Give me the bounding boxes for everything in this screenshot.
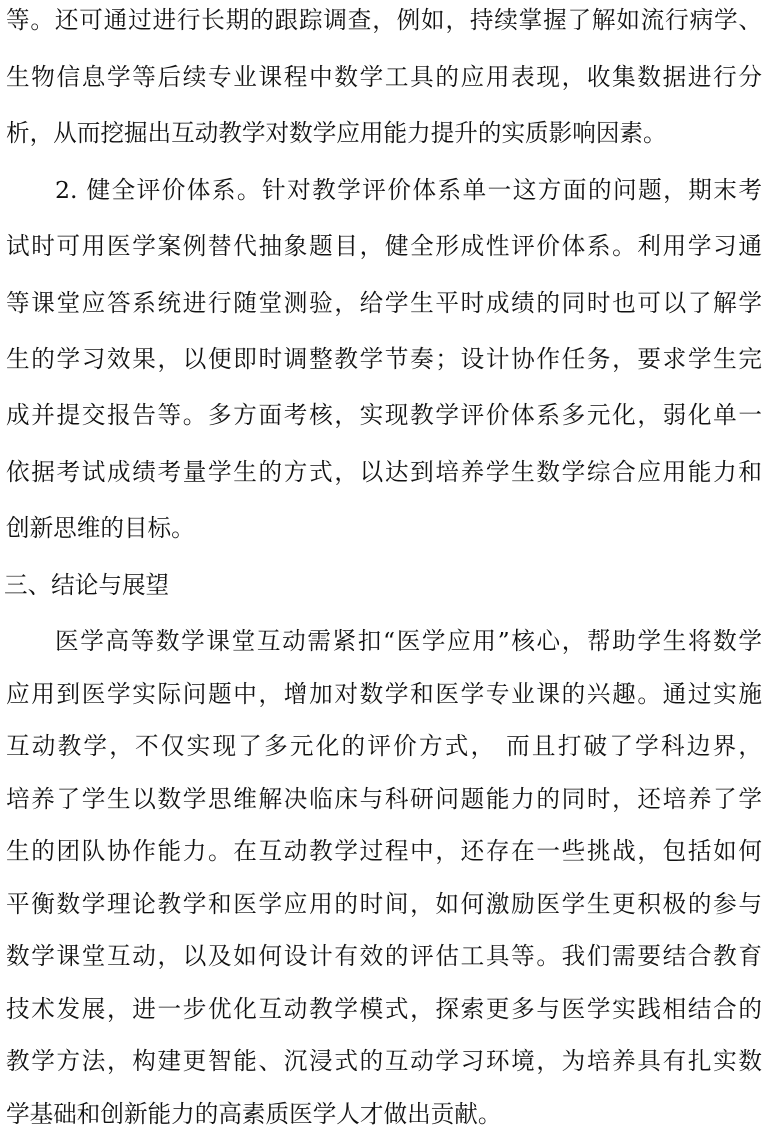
text-line: 平衡数学理论教学和医学应用的时间，如何激励医学生更积极的参与 (6, 890, 762, 918)
text-line: 应用到医学实际问题中，增加对数学和医学专业课的兴趣。通过实施 (6, 680, 762, 708)
text-line: 医学高等数学课堂互动需紧扣“医学应用”核心，帮助学生将数学 (55, 627, 762, 655)
text-line: 试时可用医学案例替代抽象题目，健全形成性评价体系。利用学习通 (6, 232, 762, 260)
text-line: 成并提交报告等。多方面考核，实现教学评价体系多元化，弱化单一 (6, 401, 762, 429)
text-line: 生物信息学等后续专业课程中数学工具的应用表现，收集数据进行分 (6, 63, 762, 91)
text-line: 2. 健全评价体系。针对教学评价体系单一这方面的问题，期末考 (55, 176, 762, 204)
text-line: 析，从而挖掘出互动教学对数学应用能力提升的实质影响因素。 (6, 119, 667, 147)
section-heading: 三、结论与展望 (4, 571, 170, 599)
text-line: 培养了学生以数学思维解决临床与科研问题能力的同时，还培养了学 (6, 785, 762, 813)
text-line: 互动教学，不仅实现了多元化的评价方式， 而且打破了学科边界， (6, 732, 762, 760)
text-line: 等。还可通过进行长期的跟踪调查，例如，持续掌握了解如流行病学、 (6, 6, 762, 34)
text-line: 生的团队协作能力。在互动教学过程中，还存在一些挑战，包括如何 (6, 837, 762, 865)
text-line: 生的学习效果，以便即时调整教学节奏；设计协作任务，要求学生完 (6, 345, 762, 373)
text-line: 等课堂应答系统进行随堂测验，给学生平时成绩的同时也可以了解学 (6, 289, 762, 317)
text-line: 学基础和创新能力的高素质医学人才做出贡献。 (6, 1100, 502, 1128)
text-line: 技术发展，进一步优化互动教学模式，探索更多与医学实践相结合的 (6, 995, 762, 1023)
text-line: 教学方法，构建更智能、沉浸式的互动学习环境，为培养具有扎实数 (6, 1047, 762, 1075)
text-line: 创新思维的目标。 (6, 514, 195, 542)
text-line: 依据考试成绩考量学生的方式，以达到培养学生数学综合应用能力和 (6, 458, 762, 486)
text-line: 数学课堂互动，以及如何设计有效的评估工具等。我们需要结合教育 (6, 942, 762, 970)
